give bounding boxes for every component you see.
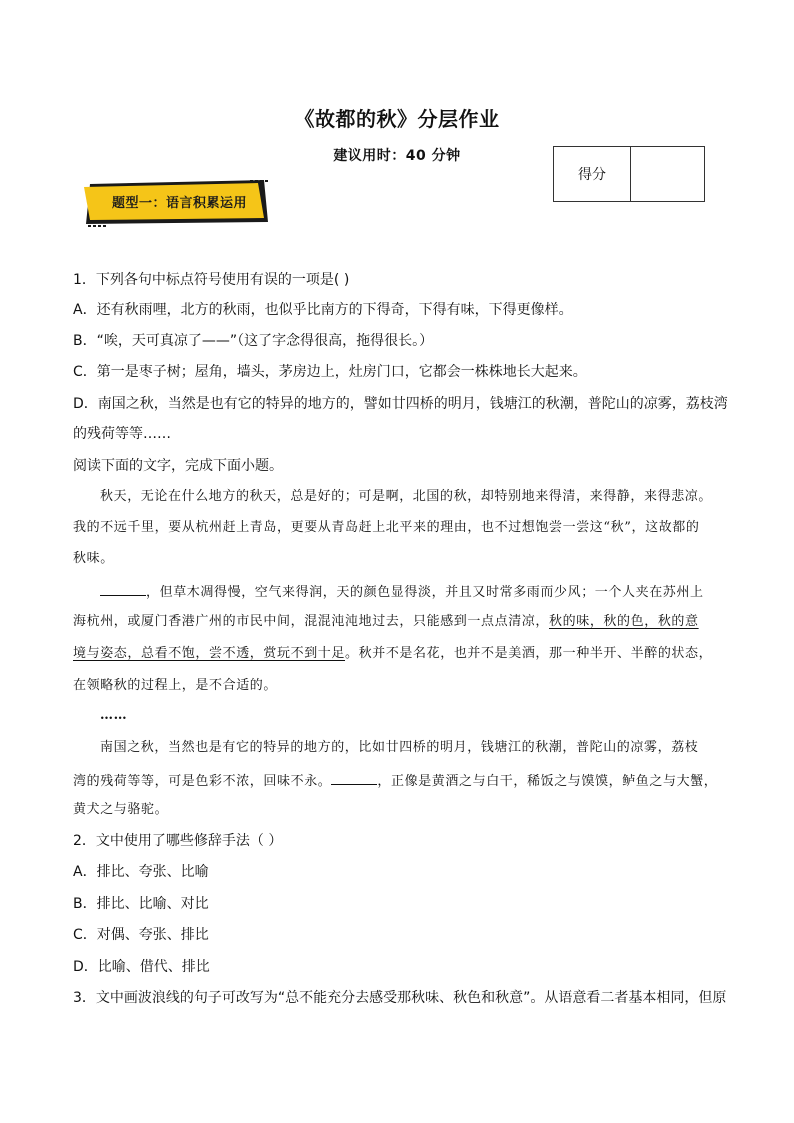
section-label: 题型一：语言积累运用	[112, 196, 248, 211]
q1-option-a[interactable]: A．还有秋雨哩，北方的秋雨，也似乎比南方的下得奇，下得有味，下得更像样。	[73, 302, 573, 318]
passage-ellipsis: ……	[100, 708, 128, 723]
wavy-underlined-sentence-part2: 境与姿态，总看不饱，尝不透，赏玩不到十足	[73, 646, 346, 661]
p2-line2-text: 海杭州，或厦门香港广州的市民中间，混混沌沌地过去，只能感到一点点清凉，	[73, 614, 550, 629]
q1-option-d-cont: 的残荷等等……	[73, 426, 171, 442]
p3-line2-text-a: 湾的残荷等等，可是色彩不浓，回味不永。	[73, 774, 332, 789]
passage-p1-line2: 我的不远千里，要从杭州赶上青岛，更要从青岛赶上北平来的理由，也不过想饱尝一尝这“秋”，这故都的	[73, 520, 700, 535]
q2-stem: 2．文中使用了哪些修辞手法（ ）	[73, 833, 283, 849]
passage-p2-line1	[100, 581, 704, 602]
page-title: 《故都的秋》分层作业	[294, 107, 500, 131]
fill-blank-2[interactable]	[331, 770, 377, 785]
passage-p2-line2	[73, 613, 699, 631]
score-box	[553, 146, 705, 202]
passage-p3-line2	[73, 770, 717, 791]
q2-option-c[interactable]: C．对偶、夸张、排比	[73, 927, 209, 943]
q2-option-a[interactable]: A．排比、夸张、比喻	[73, 864, 209, 880]
q1-option-c[interactable]: C．第一是枣子树；屋角，墙头，茅房边上，灶房门口，它都会一株株地长大起来。	[73, 364, 587, 380]
section-banner	[82, 178, 272, 228]
reading-intro: 阅读下面的文字，完成下面小题。	[73, 458, 283, 474]
q1-option-d[interactable]: D．南国之秋，当然是也有它的特异的地方的，譬如廿四桥的明月，钱塘江的秋潮，普陀山的凉雾，荔枝湾	[73, 396, 728, 412]
q1-stem: 1．下列各句中标点符号使用有误的一项是( )	[73, 272, 350, 288]
passage-p3-line1: 南国之秋，当然也是有它的特异的地方的，比如廿四桥的明月，钱塘江的秋潮，普陀山的凉雾，荔枝	[100, 740, 699, 755]
passage-p1-line3: 秋味。	[73, 551, 114, 566]
q3-stem: 3．文中画波浪线的句子可改写为“总不能充分去感受那秋味、秋色和秋意”。从语意看二者基本相同，但原	[73, 990, 727, 1006]
score-value-cell[interactable]	[631, 147, 704, 201]
suggested-time: 建议用时：40 分钟	[333, 148, 461, 164]
passage-p3-line3: 黄犬之与骆驼。	[73, 802, 169, 817]
passage-p1-line1: 秋天，无论在什么地方的秋天，总是好的；可是啊，北国的秋，却特别地来得清，来得静，来得悲凉。	[100, 489, 713, 504]
p2-line3-text: 。秋并不是名花，也并不是美酒，那一种半开、半醉的状态，	[345, 646, 713, 661]
p3-line2-text-b: ，正像是黄酒之与白干，稀饭之与馍馍，鲈鱼之与大蟹，	[377, 774, 718, 789]
passage-p2-line4: 在领略秋的过程上，是不合适的。	[73, 678, 278, 693]
wavy-underlined-sentence-part1: 秋的味，秋的色，秋的意	[549, 614, 699, 629]
q1-option-b[interactable]: B．“唉，天可真凉了——”（这了字念得很高，拖得很长。）	[73, 333, 434, 349]
fill-blank-1[interactable]	[100, 581, 146, 596]
q2-option-d[interactable]: D．比喻、借代、排比	[73, 959, 210, 975]
passage-p2-line3	[73, 645, 712, 663]
score-label: 得分	[554, 147, 631, 201]
p2-line1-text: ，但草木凋得慢，空气来得润，天的颜色显得淡，并且又时常多雨而少风；一个人夹在苏州上	[146, 585, 704, 600]
q2-option-b[interactable]: B．排比、比喻、对比	[73, 896, 209, 912]
